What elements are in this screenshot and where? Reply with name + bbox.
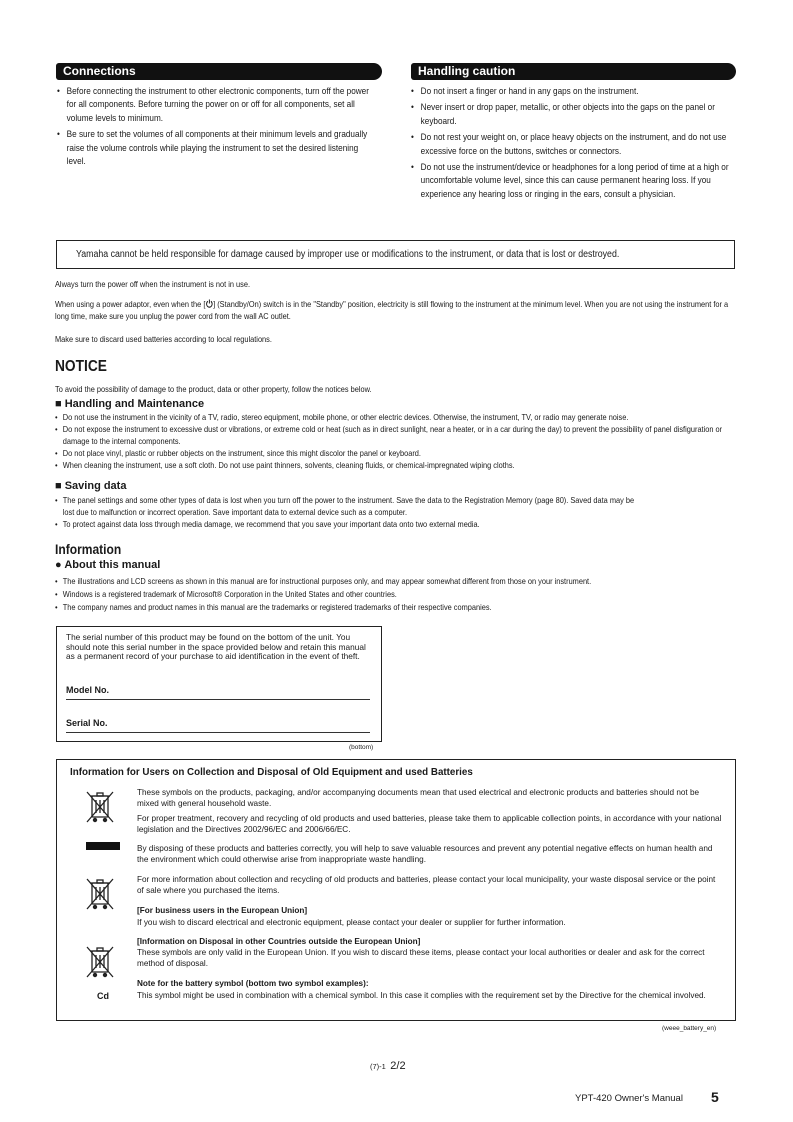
- square-bullet-icon: ■: [55, 398, 62, 410]
- standby-on-icon: [205, 299, 213, 308]
- weee-code: (weee_battery_en): [662, 1025, 717, 1032]
- crossed-bin-icon: [84, 944, 116, 984]
- serial-number-box: [56, 626, 382, 742]
- crossed-bin-icon: [84, 789, 116, 833]
- list-item: • The illustrations and LCD screens as shown in this manual are for instructional purposes only, and may appear somewhat different from those on your instrument.: [55, 575, 730, 587]
- list-item: • Do not rest your weight on, or place heavy objects on the instrument, and do not use excessive force on the buttons, switches or connectors.: [411, 131, 735, 158]
- list-item: • When cleaning the instrument, use a soft cloth. Do not use paint thinners, solvents, cleaning fluids, or chemical-impregnated wiping cloths.: [55, 459, 730, 471]
- list-item: • Do not insert a finger or hand in any gaps on the instrument.: [411, 85, 735, 98]
- power-off-note: Always turn the power off when the instrument is not in use.: [55, 279, 251, 289]
- list-item: • To protect against data loss through media damage, we recommend that you save your important data onto two external media.: [55, 518, 640, 530]
- cd-chemical-label: Cd: [97, 991, 109, 1001]
- model-no-label: Model No.: [66, 685, 109, 695]
- eu-business-heading: [For business users in the European Union]: [137, 906, 308, 915]
- bottom-caption: (bottom): [349, 744, 374, 751]
- about-manual-heading: ● About this manual: [55, 559, 161, 571]
- circle-bullet-icon: ●: [55, 559, 62, 571]
- eu-business-text: If you wish to discard electrical and electronic equipment, please contact your dealer or supplier for further information.: [137, 918, 566, 927]
- square-bullet-icon: ■: [55, 480, 62, 492]
- battery-symbol-text: This symbol might be used in combination with a chemical symbol. In this case it complies with the requirement set by the Directive for the chemical involved.: [137, 991, 706, 1000]
- weee-paragraph: For more information about collection and recycling of old products and batteries, please contact your local municipality, your waste disposal service or the point of sale where you purchased the items.: [137, 875, 716, 895]
- solid-bar-icon: [86, 842, 120, 850]
- weee-paragraph: By disposing of these products and batteries correctly, you will help to save valuable resources and prevent any potential negative effects on human health and the environment which could otherwise arise from inappropriate waste handling.: [137, 844, 713, 864]
- connections-heading: Connections: [56, 63, 382, 80]
- list-item: • Before connecting the instrument to other electronic components, turn off the power for all components. Before turning the power on or off for all components, set all volume levels to minimum.: [57, 85, 374, 125]
- saving-data-heading: ■ Saving data: [55, 480, 127, 492]
- list-item: • Do not use the instrument in the vicinity of a TV, radio, stereo equipment, mobile phone, or other electric devices. Otherwise, the instrument, TV, or radio may generate noise.: [55, 411, 730, 423]
- list-item: • Do not place vinyl, plastic or rubber objects on the instrument, since this might discolor the panel or keyboard.: [55, 447, 730, 459]
- information-title: Information: [55, 541, 122, 557]
- page-number: 5: [711, 1089, 719, 1105]
- list-item: • Be sure to set the volumes of all components at their minimum levels and gradually raise the volume controls while playing the instrument to set the desired listening level.: [57, 128, 374, 168]
- disclaimer-box: [56, 240, 735, 269]
- handling-maintenance-heading: ■ Handling and Maintenance: [55, 398, 205, 410]
- power-adaptor-note: When using a power adaptor, even when the [ ] (Standby/On) switch is in the "Standby" position, electricity is still flowing to the instrument at the minimum level. When you are not using the instrument for a long time, make sure you unplug the power cord from the wall AC outlet.: [55, 299, 729, 321]
- list-item: • Do not expose the instrument to excessive dust or vibrations, or extreme cold or heat (such as in direct sunlight, near a heater, or in a car during the day) to prevent the possibility of panel disfiguration or damage to the internal components.: [55, 423, 730, 447]
- notice-title: NOTICE: [55, 358, 107, 375]
- weee-paragraph: For proper treatment, recovery and recycling of old products and used batteries, please take them to applicable collection points, in accordance with your national legislation and the Directives 2002/96/EC and 2006/66/EC.: [137, 814, 722, 834]
- list-item: • Windows is a registered trademark of Microsoft® Corporation in the United States and other countries.: [55, 588, 730, 600]
- handling-caution-list: [411, 85, 735, 204]
- battery-discard-note: Make sure to discard used batteries according to local regulations.: [55, 334, 272, 344]
- list-item: • Do not use the instrument/device or headphones for a long period of time at a high or uncomfortable volume level, since this can cause permanent hearing loss. If you experience any hearing loss or ringing in the ears, consult a physician.: [411, 161, 735, 201]
- handling-caution-heading: Handling caution: [411, 63, 736, 80]
- connections-list: [57, 85, 374, 171]
- serial-no-line: [66, 732, 370, 733]
- serial-no-label: Serial No.: [66, 718, 108, 728]
- crossed-bin-icon: [84, 876, 116, 916]
- saving-data-list: [55, 494, 640, 530]
- serial-instructions: The serial number of this product may be found on the bottom of the unit. You should note this serial number in the space provided below and retain this manual as a permanent record of your purchase to aid identification in the event of theft.: [66, 632, 366, 662]
- weee-paragraph: These symbols on the products, packaging, and/or accompanying documents mean that used electrical and electronic products and batteries should not be mixed with general household waste.: [137, 788, 700, 808]
- outside-eu-heading: [Information on Disposal in other Countries outside the European Union]: [137, 937, 421, 946]
- handling-maintenance-list: [55, 411, 730, 471]
- page-code: (7)-1 2/2: [370, 1060, 406, 1072]
- information-list: [55, 575, 730, 613]
- disclaimer-text: Yamaha cannot be held responsible for damage caused by improper use or modifications to the instrument, or data that is lost or destroyed.: [76, 249, 620, 260]
- footer-manual-title: YPT-420 Owner's Manual: [575, 1093, 683, 1104]
- list-item: • The panel settings and some other types of data is lost when you turn off the power to the instrument. Save the data to the Registration Memory (page 80). Saved data may be lost due to malfunction or incorrect operation. Save important data to external device such as a computer.: [55, 494, 640, 518]
- notice-intro: To avoid the possibility of damage to the product, data or other property, follow the notices below.: [55, 384, 372, 394]
- model-no-line: [66, 699, 370, 700]
- battery-symbol-heading: Note for the battery symbol (bottom two symbol examples):: [137, 979, 369, 988]
- list-item: • Never insert or drop paper, metallic, or other objects into the gaps on the panel or keyboard.: [411, 101, 735, 128]
- list-item: • The company names and product names in this manual are the trademarks or registered trademarks of their respective companies.: [55, 601, 730, 613]
- weee-title: Information for Users on Collection and Disposal of Old Equipment and used Batteries: [70, 767, 473, 778]
- outside-eu-text: These symbols are only valid in the European Union. If you wish to discard these items, please contact your local authorities or dealer and ask for the correct method of disposal.: [137, 948, 705, 968]
